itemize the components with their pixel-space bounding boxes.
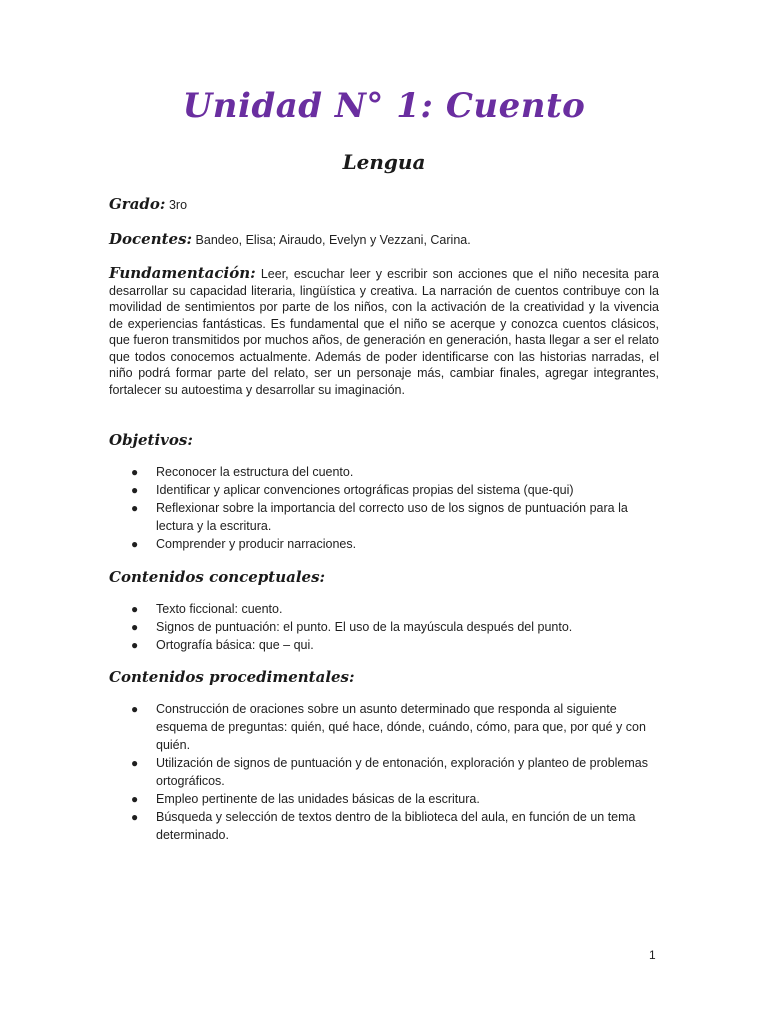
- fundamentacion-text: Leer, escuchar leer y escribir son acciones que el niño necesita para desarrollar su capacidad literaria, lingüística y creativa. La narración de cuentos contribuye con la movilidad de sentimientos por parte de los niños, con la activación de la creatividad y la vivencia de experiencias fantásticas. Es fundamental que el niño se acerque y conozca cuentos clásicos, que fueron transmitidos por muchos años, de generación en generación, hasta llegar a ser el relato que todos conocemos actualmente. Además de poder identificarse con las historias narradas, el niño podrá formar parte del relato, ser un personaje más, cambiar finales, agregar integrantes, fortalecer su autoestima y desarrollar su imaginación.: [109, 267, 659, 397]
- objetivos-list: [109, 463, 659, 553]
- bullet-icon: ●: [131, 756, 139, 770]
- fundamentacion-paragraph: [109, 265, 659, 398]
- docentes-label: Docentes:: [109, 230, 193, 248]
- bullet-icon: ●: [131, 638, 139, 652]
- docentes-field: [109, 231, 659, 249]
- list-item: ● Reflexionar sobre la importancia del correcto uso de los signos de puntuación para la lectura y la escritura.: [131, 501, 628, 533]
- list-item: ● Identificar y aplicar convenciones ortográficas propias del sistema (que-qui): [131, 483, 574, 497]
- list-item: ● Construcción de oraciones sobre un asunto determinado que responda al siguiente esquema de preguntas: quién, qué hace, dónde, cuándo, cómo, para que, por qué y con quién.: [131, 702, 646, 752]
- bullet-icon: ●: [131, 483, 139, 497]
- objetivos-heading: Objetivos:: [109, 431, 193, 449]
- bullet-icon: ●: [131, 810, 139, 824]
- fundamentacion-label: Fundamentación:: [109, 264, 256, 282]
- conceptuales-heading: Contenidos conceptuales:: [109, 568, 326, 586]
- bullet-icon: ●: [131, 602, 139, 616]
- bullet-icon: ●: [131, 501, 139, 515]
- bullet-icon: ●: [131, 792, 139, 806]
- bullet-icon: ●: [131, 537, 139, 551]
- docentes-value: Bandeo, Elisa; Airaudo, Evelyn y Vezzani, Carina.: [195, 233, 471, 247]
- grado-label: Grado:: [109, 195, 166, 213]
- grado-field: [109, 196, 659, 214]
- list-item: ● Reconocer la estructura del cuento.: [131, 465, 354, 479]
- subject-title: Lengua: [342, 150, 426, 174]
- list-item: ● Comprender y producir narraciones.: [131, 537, 357, 551]
- bullet-icon: ●: [131, 702, 139, 716]
- procedimentales-list: [109, 700, 659, 844]
- bullet-icon: ●: [131, 620, 139, 634]
- list-item: ● Ortografía básica: que – qui.: [131, 638, 314, 652]
- conceptuales-list: [109, 600, 659, 654]
- list-item: ● Texto ficcional: cuento.: [131, 602, 283, 616]
- procedimentales-heading: Contenidos procedimentales:: [109, 668, 355, 686]
- list-item: ● Signos de puntuación: el punto. El uso de la mayúscula después del punto.: [131, 620, 573, 634]
- list-item: ● Utilización de signos de puntuación y de entonación, exploración y planteo de problemas ortográficos.: [131, 756, 648, 788]
- list-item: ● Empleo pertinente de las unidades básicas de la escritura.: [131, 792, 480, 806]
- list-item: ● Búsqueda y selección de textos dentro de la biblioteca del aula, en función de un tema determinado.: [131, 810, 636, 842]
- bullet-icon: ●: [131, 465, 139, 479]
- page-title: Unidad N° 1: Cuento: [182, 86, 586, 126]
- page-number: 1: [649, 948, 656, 962]
- grado-value: 3ro: [168, 198, 188, 212]
